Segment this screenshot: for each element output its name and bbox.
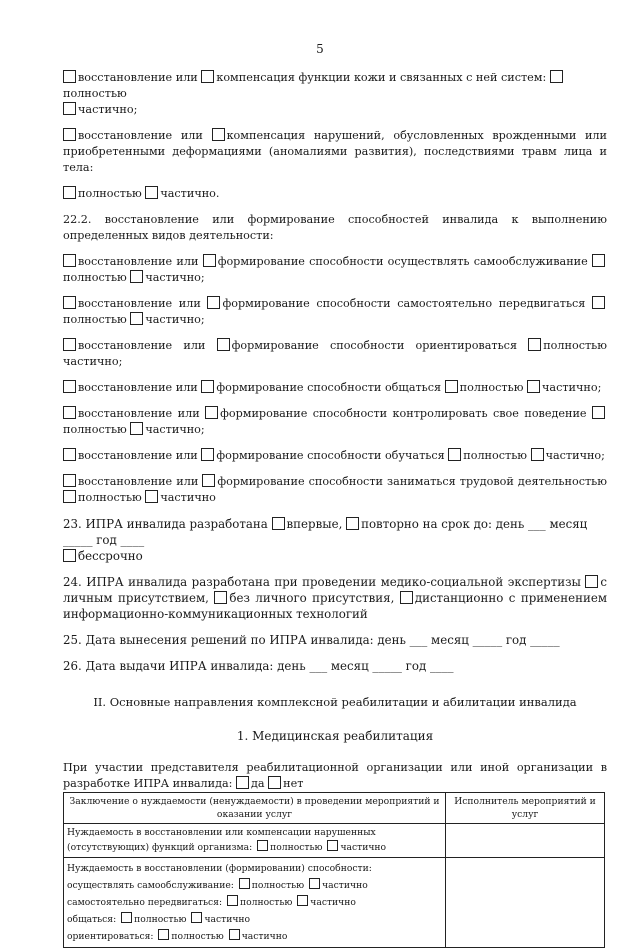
checkbox[interactable] (130, 422, 143, 435)
checkbox[interactable] (63, 128, 76, 141)
item-deformation: восстановление или компенсация нарушений, обусловленных врожденными или приобретенными деформациями (аномалиями развития), последствиями травм лица и тела: (63, 129, 607, 174)
checkbox[interactable] (130, 270, 143, 283)
item-25: 25. Дата вынесения решений по ИПРА инвалида: день ___ месяц _____ год _____ (63, 633, 560, 647)
checkbox[interactable] (63, 490, 76, 503)
checkbox[interactable] (550, 70, 563, 83)
item-skin: восстановление или компенсация функции кожи и связанных с ней систем: полностью частично; (63, 70, 607, 118)
checkbox[interactable] (531, 448, 544, 461)
section-22-2: 22.2. восстановление или формирование способностей инвалида к выполнению определенных видов деятельности: (63, 213, 607, 242)
table-header-executor: Исполнитель мероприятий и услуг (446, 793, 605, 824)
checkbox[interactable] (309, 878, 320, 889)
item-move: восстановление или формирование способности самостоятельно передвигаться полностью частично; (63, 296, 607, 328)
checkbox[interactable] (63, 70, 76, 83)
checkbox[interactable] (400, 591, 413, 604)
checkbox[interactable] (239, 878, 250, 889)
checkbox[interactable] (257, 840, 268, 851)
checkbox[interactable] (527, 380, 540, 393)
checkbox[interactable] (121, 912, 132, 923)
checkbox[interactable] (207, 296, 220, 309)
table-cell: Нуждаемость в восстановлении (формировании) способности: осуществлять самообслуживание: полностью частично самостоятельно передвигаться: полностью частично общаться: полностью частично ориентироваться: полностью частично (64, 858, 446, 948)
checkbox[interactable] (130, 312, 143, 325)
checkbox[interactable] (202, 474, 215, 487)
section-title: II. Основные направления комплексной реабилитации и абилитации инвалида (93, 695, 577, 709)
checkbox[interactable] (585, 575, 598, 588)
item-learn: восстановление или формирование способности обучаться полностью частично; (63, 448, 607, 464)
item-23: 23. ИПРА инвалида разработана впервые, повторно на срок до: день ___ месяц _____ год ____ бессрочно (63, 517, 588, 563)
checkbox[interactable] (346, 517, 359, 530)
item-communicate: восстановление или формирование способности общаться полностью частично; (63, 380, 607, 396)
checkbox[interactable] (201, 380, 214, 393)
table-cell: Нуждаемость в восстановлении или компенсации нарушенных (отсутствующих) функций организма: полностью частично (64, 824, 446, 858)
checkbox[interactable] (205, 406, 218, 419)
checkbox[interactable] (63, 102, 76, 115)
checkbox[interactable] (297, 895, 308, 906)
checkbox[interactable] (212, 128, 225, 141)
item-24: 24. ИПРА инвалида разработана при проведении медико-социальной экспертизы с личным присутствием, без личного присутствия, дистанционно с применением информационно-коммуникационных технологий (63, 575, 608, 621)
checkbox[interactable] (227, 895, 238, 906)
item-work: восстановление или формирование способности заниматься трудовой деятельностью полностью частично (63, 474, 607, 506)
needs-table (63, 792, 605, 948)
table-cell-executor[interactable] (446, 858, 605, 948)
table-row (64, 858, 605, 948)
checkbox[interactable] (592, 296, 605, 309)
page-number: 5 (316, 42, 324, 56)
checkbox[interactable] (217, 338, 230, 351)
checkbox[interactable] (145, 186, 158, 199)
item-26: 26. Дата выдачи ИПРА инвалида: день ___ месяц _____ год ____ (63, 659, 454, 673)
checkbox[interactable] (63, 549, 76, 562)
checkbox[interactable] (327, 840, 338, 851)
checkbox[interactable] (592, 254, 605, 267)
table-row (64, 824, 605, 858)
participation-question: При участии представителя реабилитационной организации или иной организации в разработке ИПРА инвалида: да нет (63, 761, 607, 790)
checkbox[interactable] (63, 448, 76, 461)
checkbox-yes[interactable] (236, 776, 249, 789)
checkbox[interactable] (63, 406, 76, 419)
checkbox[interactable] (201, 70, 214, 83)
checkbox[interactable] (158, 929, 169, 940)
checkbox[interactable] (63, 380, 76, 393)
checkbox[interactable] (445, 380, 458, 393)
checkbox[interactable] (272, 517, 285, 530)
checkbox[interactable] (203, 254, 216, 267)
item-behavior: восстановление или формирование способности контролировать свое поведение полностью частично; (63, 406, 607, 438)
checkbox[interactable] (145, 490, 158, 503)
page-content (63, 70, 607, 948)
checkbox-no[interactable] (268, 776, 281, 789)
checkbox[interactable] (63, 186, 76, 199)
checkbox[interactable] (528, 338, 541, 351)
checkbox[interactable] (214, 591, 227, 604)
checkbox[interactable] (63, 338, 76, 351)
table-cell-executor[interactable] (446, 824, 605, 858)
item-orient: восстановление или формирование способности ориентироваться полностью частично; (63, 339, 607, 368)
table-header-row (64, 793, 605, 824)
checkbox[interactable] (63, 474, 76, 487)
checkbox[interactable] (448, 448, 461, 461)
subsection-title: 1. Медицинская реабилитация (236, 729, 434, 743)
checkbox[interactable] (592, 406, 605, 419)
item-deformation-degree: полностью частично. (63, 186, 607, 202)
item-selfcare: восстановление или формирование способности осуществлять самообслуживание полностью частично; (63, 254, 607, 286)
checkbox[interactable] (229, 929, 240, 940)
checkbox[interactable] (63, 254, 76, 267)
checkbox[interactable] (201, 448, 214, 461)
table-header-conclusion: Заключение о нуждаемости (ненуждаемости) в проведении мероприятий и оказании услуг (64, 793, 446, 824)
checkbox[interactable] (63, 296, 76, 309)
checkbox[interactable] (191, 912, 202, 923)
